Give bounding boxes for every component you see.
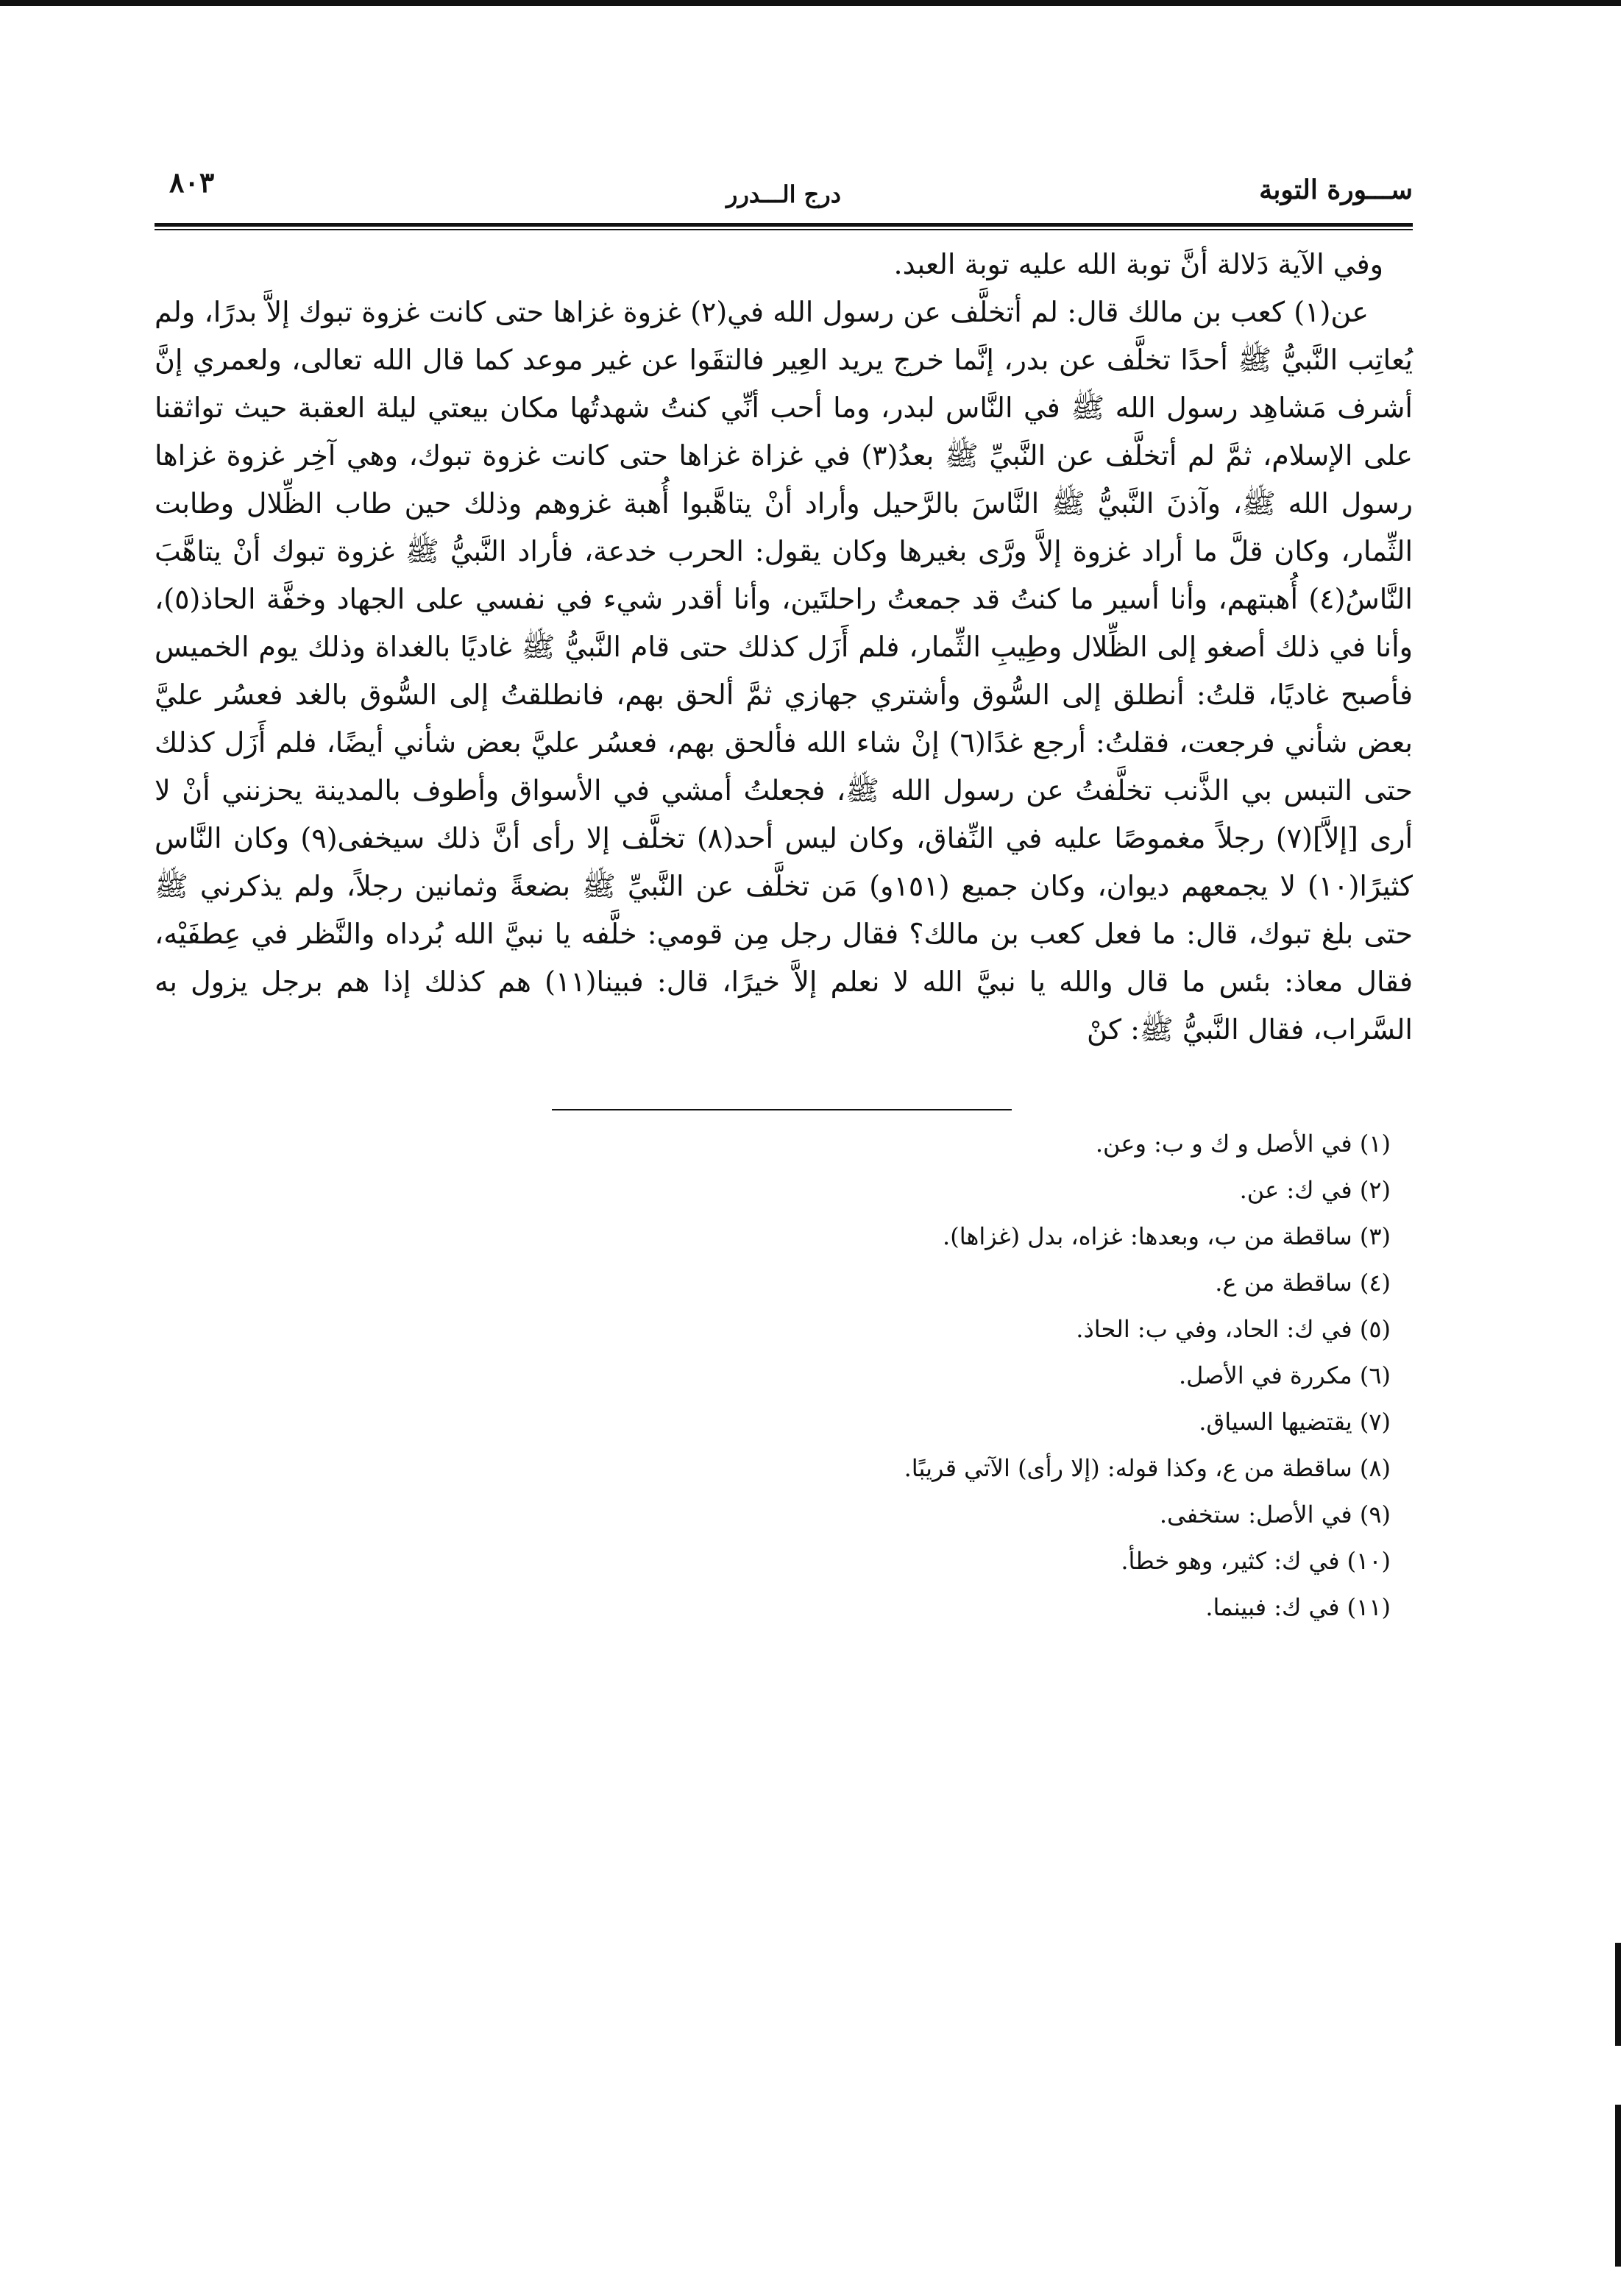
- header-page-number: ٨٠٣: [169, 166, 215, 199]
- paragraph-hadith: عن(١) كعب بن مالك قال: لم أتخلَّف عن رسول الله في(٢) غزوة غزاها حتى كانت غزوة تبوك إلاَّ بدرًا، ولم يُعاتِب النَّبيُّ ﷺ أحدًا تخلَّف عن بدر، إنَّما خرج يريد العِير فالتقَوا عن غير موعد كما قال الله تعالى، ولعمري إنَّ أشرف مَشاهِد رسول الله ﷺ في النَّاس لبدر، وما أحب أنِّي كنتُ شهدتُها مكان بيعتي ليلة العقبة حيث تواثقنا على الإسلام، ثمَّ لم أتخلَّف عن النَّبيِّ ﷺ بعدُ(٣) في غزاة غزاها حتى كانت غزوة تبوك، وهي آخِر غزوة غزاها رسول الله ﷺ، وآذنَ النَّبيُّ ﷺ النَّاسَ بالرَّحيل وأراد أنْ يتاهَّبوا أُهبة غزوهم وذلك حين طاب الظِّلال وطابت الثِّمار، وكان قلَّ ما أراد غزوة إلاَّ ورَّى بغيرها وكان يقول: الحرب خدعة، فأراد النَّبيُّ ﷺ غزوة تبوك أنْ يتاهَّبَ النَّاسُ(٤) أُهبتهم، وأنا أسير ما كنتُ قد جمعتُ راحلتَين، وأنا أقدر شيء في نفسي على الجهاد وخفَّة الحاذ(٥)، وأنا في ذلك أصغو إلى الظِّلال وطِيبِ الثِّمار، فلم أَزَل كذلك حتى قام النَّبيُّ ﷺ غاديًا بالغداة وذلك يوم الخميس فأصبح غاديًا، قلتُ: أنطلق إلى السُّوق وأشتري جهازي ثمَّ ألحق بهم، فانطلقتُ إلى السُّوق بالغد فعسُر عليَّ بعض شأني فرجعت، فقلتُ: أرجع غدًا(٦) إنْ شاء الله فألحق بهم، فعسُر عليَّ بعض شأني أيضًا، فلم أَزَل كذلك حتى التبس بي الذَّنب تخلَّفتُ عن رسول الله ﷺ، فجعلتُ أمشي في الأسواق وأطوف بالمدينة يحزنني أنْ لا أرى [إلاَّ](٧) رجلاً مغموصًا عليه في النِّفاق، وكان ليس أحد(٨) تخلَّف إلا رأى أنَّ ذلك سيخفى(٩) وكان النَّاس كثيرًا(١٠) لا يجمعهم ديوان، وكان جميع (١٥١و) مَن تخلَّف عن النَّبيِّ ﷺ بضعةً وثمانين رجلاً، ولم يذكرني ﷺ حتى بلغ تبوك، قال: ما فعل كعب بن مالك؟ فقال رجل مِن قومي: خلَّفه يا نبيَّ الله بُرداه والنَّظر في عِطفَيْه، فقال معاذ: بئس ما قال والله يا نبيَّ الله لا نعلم إلاَّ خيرًا، قال: فبينا(١١) هم كذلك إذا هم برجل يزول به السَّراب، فقال النَّبيُّ ﷺ: كنْ: [155, 296, 1413, 1046]
- footnote-separator: [552, 1109, 1012, 1110]
- footnote-11: (١١) في ك: فبينما.: [1205, 1593, 1391, 1621]
- scan-edge-mark: [1615, 2105, 1621, 2267]
- footnote-1: (١) في الأصل و ك و ب: وعن.: [1095, 1130, 1391, 1158]
- scan-edge-mark: [1615, 1943, 1621, 2046]
- main-text: [155, 241, 1413, 1054]
- footnote-8: (٨) ساقطة من ع، وكذا قوله: (إلا رأى) الآتي قريبًا.: [904, 1454, 1391, 1482]
- header-book-title: درج الـــدرر: [726, 180, 841, 208]
- paragraph-intro: وفي الآية دَلالة أنَّ توبة الله عليه توبة العبد.: [893, 248, 1383, 280]
- header-surah-title: ســـورة التوبة: [1259, 174, 1413, 205]
- footnote-9: (٩) في الأصل: ستخفى.: [1159, 1500, 1391, 1528]
- footnote-4: (٤) ساقطة من ع.: [1215, 1269, 1391, 1297]
- scan-top-border: [0, 0, 1621, 6]
- footnote-5: (٥) في ك: الحاد، وفي ب: الحاذ.: [1076, 1315, 1391, 1343]
- footnote-7: (٧) يقتضيها السياق.: [1199, 1408, 1391, 1436]
- footnote-10: (١٠) في ك: كثير، وهو خطأ.: [1121, 1547, 1391, 1575]
- header-rule-thin: [155, 229, 1413, 230]
- header-rule-thick: [155, 223, 1413, 227]
- footnotes: [155, 1121, 1413, 1631]
- footnote-6: (٦) مكررة في الأصل.: [1178, 1361, 1391, 1389]
- book-page: [155, 166, 1413, 1631]
- footnote-3: (٣) ساقطة من ب، وبعدها: غزاه، بدل (غزاها).: [943, 1222, 1391, 1250]
- footnote-2: (٢) في ك: عن.: [1239, 1176, 1391, 1204]
- footnote-separator-wrap: [155, 1054, 1413, 1110]
- running-header: [155, 166, 1413, 210]
